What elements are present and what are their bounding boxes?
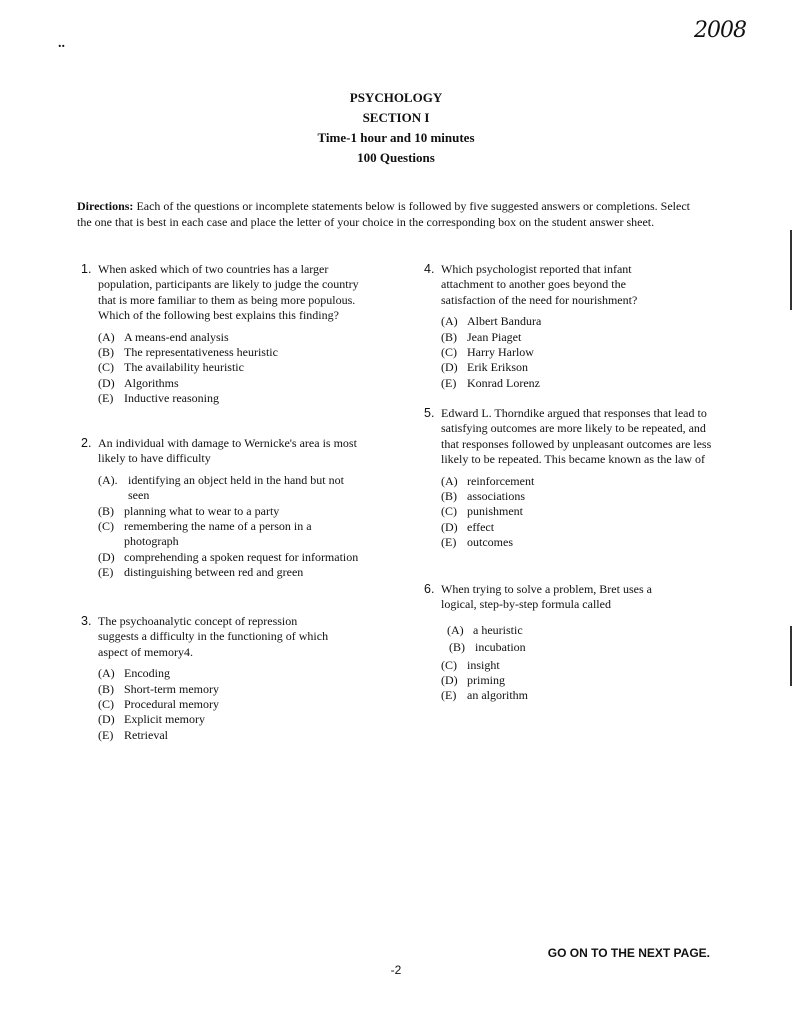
choice-letter: (A) <box>98 666 115 681</box>
answer-choice <box>441 640 677 655</box>
choice-text: incubation <box>475 640 526 655</box>
choice-letter: (D) <box>441 360 458 375</box>
choice-text: remembering the name of a person in a photograph <box>124 519 312 549</box>
choice-letter: (E) <box>98 565 114 580</box>
choice-letter: (D) <box>441 519 458 534</box>
page-number: -2 <box>390 963 402 977</box>
answer-choice <box>98 330 360 345</box>
answer-choice <box>441 314 673 329</box>
answer-choice <box>441 360 673 375</box>
choice-text: Jean Piaget <box>467 329 522 344</box>
time-limit <box>0 128 792 148</box>
answer-choice <box>98 666 330 681</box>
answer-choice <box>98 682 330 697</box>
answer-choices <box>441 314 673 391</box>
choice-text: distinguishing between red and green <box>124 565 304 580</box>
answer-choices <box>98 473 360 581</box>
time-label: Time-1 <box>317 130 357 145</box>
answer-choice <box>98 360 360 375</box>
choice-letter: (E) <box>441 535 457 550</box>
choice-text: Encoding <box>124 666 170 681</box>
question-stem: When trying to solve a problem, Bret uses a logical, step-by-step formula called <box>441 582 652 612</box>
question-3 <box>81 614 330 743</box>
directions-label: Directions: <box>77 199 134 213</box>
choice-text: an algorithm <box>467 688 528 703</box>
answer-choice <box>98 504 360 519</box>
choice-text: Konrad Lorenz <box>467 375 540 390</box>
question-5 <box>424 406 719 551</box>
answer-choice <box>98 728 330 743</box>
section-title: SECTION I <box>362 110 430 125</box>
answer-choice <box>441 688 677 703</box>
choice-letter: (D) <box>98 549 115 564</box>
answer-choice <box>98 391 360 406</box>
choice-letter: (A) <box>98 329 115 344</box>
question-stem: An individual with damage to Wernicke's area is most likely to have difficulty <box>98 436 357 466</box>
answer-choice <box>441 673 677 688</box>
choice-text: Retrieval <box>124 727 168 742</box>
answer-choice <box>98 345 360 360</box>
choice-text: Procedural memory <box>124 697 219 712</box>
choice-text: outcomes <box>467 535 513 550</box>
choice-letter: (B) <box>449 640 465 655</box>
question-number: 2. <box>81 436 92 450</box>
question-number: 1. <box>81 262 92 276</box>
choice-text: effect <box>467 519 495 534</box>
time-duration: hour and 10 minutes <box>356 130 475 145</box>
choice-letter: (C) <box>441 504 457 519</box>
choice-text: Short-term memory <box>124 681 219 696</box>
question-4 <box>424 262 673 391</box>
answer-choice <box>98 473 360 504</box>
choice-text: The availability heuristic <box>124 360 244 375</box>
answer-choice <box>441 376 673 391</box>
next-page-notice: GO ON TO THE NEXT PAGE. <box>547 946 710 960</box>
question-stem: The psychoanalytic concept of repression suggests a difficulty in the functioning of which aspect of memory4. <box>98 614 329 659</box>
page-header <box>0 88 792 168</box>
choice-letter: (E) <box>98 727 114 742</box>
question-number: 6. <box>424 582 435 596</box>
answer-choices <box>98 330 360 407</box>
choice-letter: (C) <box>441 657 457 672</box>
question-stem: Which psychologist reported that infant attachment to another goes beyond the satisfaction of the need for nourishment? <box>441 262 638 307</box>
corner-dots: .. <box>58 36 65 51</box>
answer-choice <box>98 712 330 727</box>
choice-letter: (E) <box>441 375 457 390</box>
choice-letter: (A) <box>447 622 464 637</box>
question-1 <box>81 262 360 407</box>
question-6 <box>424 582 677 704</box>
choice-text: Explicit memory <box>124 712 205 727</box>
answer-choice <box>98 376 360 391</box>
choice-text: Algorithms <box>124 375 179 390</box>
choice-text: Harry Harlow <box>467 345 534 360</box>
answer-choices <box>441 474 719 551</box>
answer-choice <box>441 330 673 345</box>
choice-letter: (C) <box>98 360 114 375</box>
question-count: 100 Questions <box>357 150 435 165</box>
answer-choice <box>441 345 673 360</box>
choice-letter: (B) <box>441 489 457 504</box>
choice-letter: (B) <box>441 329 457 344</box>
choice-letter: (B) <box>98 345 114 360</box>
answer-choice <box>98 697 330 712</box>
choice-letter: (B) <box>98 681 114 696</box>
choice-text: punishment <box>467 504 523 519</box>
choice-text: planning what to wear to a party <box>124 503 280 518</box>
question-number: 4. <box>424 262 435 276</box>
question-number: 5. <box>424 406 435 420</box>
choice-text: associations <box>467 489 525 504</box>
choice-text: Erik Erikson <box>467 360 528 375</box>
answer-choices <box>441 623 677 704</box>
answer-choice <box>441 535 719 550</box>
answer-choice <box>441 504 719 519</box>
answer-choice <box>98 565 360 580</box>
choice-letter: (C) <box>441 345 457 360</box>
choice-text: A means-end analysis <box>124 329 229 344</box>
choice-letter: (D) <box>98 712 115 727</box>
choice-letter: (A) <box>441 473 458 488</box>
choice-text: comprehending a spoken request for information <box>124 549 359 564</box>
subject-title: PSYCHOLOGY <box>349 90 443 105</box>
answer-choice <box>441 474 719 489</box>
choice-letter: (B) <box>98 503 114 518</box>
directions-text: Each of the questions or incomplete statements below is followed by five suggested answers or completions. Select the one that is best in each case and place the letter of your choice in the corresponding box on the student answer sheet. <box>77 199 690 229</box>
choice-text: The representativeness heuristic <box>124 345 278 360</box>
choice-text: Albert Bandura <box>467 314 542 329</box>
choice-text: reinforcement <box>467 473 535 488</box>
choice-text: priming <box>467 673 505 688</box>
answer-choices <box>98 666 330 743</box>
answer-choice <box>98 550 360 565</box>
choice-text: insight <box>467 657 500 672</box>
choice-letter: (C) <box>98 519 114 534</box>
answer-choice <box>441 623 677 638</box>
question-stem: Edward L. Thorndike argued that responses that lead to satisfying outcomes are more likely to be repeated, and that responses followed by unpleasant outcomes are less likely to be repeated. This became known as the law of <box>441 406 712 467</box>
question-stem: When asked which of two countries has a larger population, participants are likely to judge the country that is more familiar to them as being more populous. Which of the following best explains this finding? <box>98 262 359 323</box>
choice-letter: (E) <box>441 688 457 703</box>
choice-text: a heuristic <box>473 622 523 637</box>
choice-letter: (D) <box>441 673 458 688</box>
choice-letter: (A). <box>98 472 118 487</box>
answer-choice <box>98 519 360 550</box>
choice-letter: (E) <box>98 391 114 406</box>
handwritten-year-note: 2008 <box>694 18 746 43</box>
choice-letter: (D) <box>98 375 115 390</box>
choice-text: identifying an object held in the hand but not seen <box>128 472 344 503</box>
choice-letter: (C) <box>98 697 114 712</box>
answer-choice <box>441 489 719 504</box>
answer-choice <box>441 520 719 535</box>
choice-letter: (A) <box>441 314 458 329</box>
question-2 <box>81 436 360 581</box>
question-number: 3. <box>81 614 92 628</box>
answer-choice <box>441 658 677 673</box>
choice-text: Inductive reasoning <box>124 391 219 406</box>
directions <box>77 198 705 230</box>
